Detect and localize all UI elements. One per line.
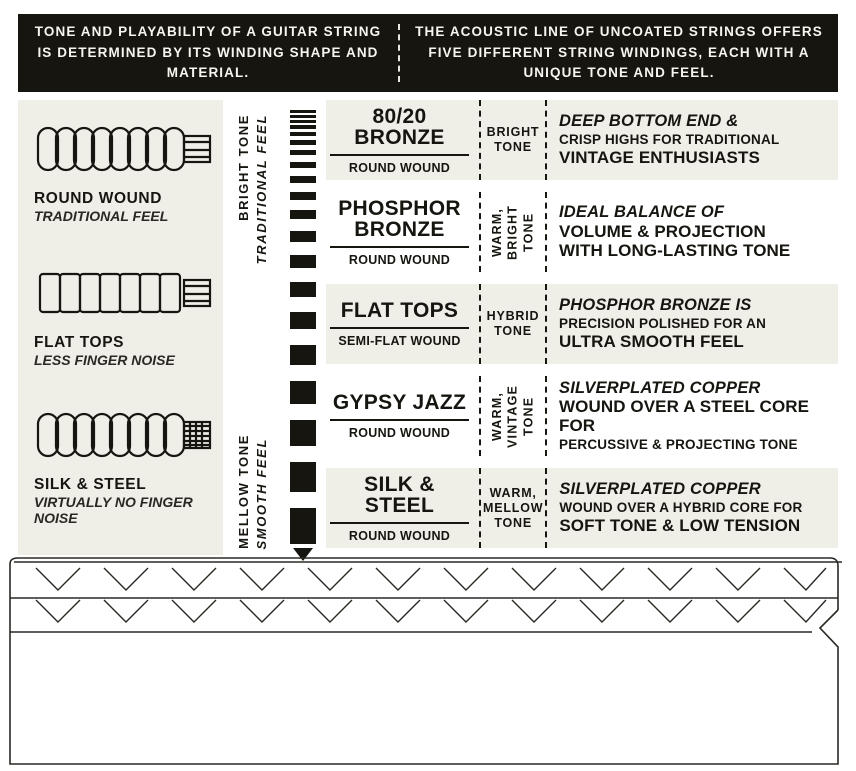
tick <box>290 140 316 145</box>
table-row <box>326 192 838 272</box>
row-tone-cell <box>481 284 547 364</box>
row-desc-small: WOUND OVER A HYBRID CORE FOR <box>559 500 803 516</box>
table-row <box>326 376 838 456</box>
header-left-text: TONE AND PLAYABILITY OF A GUITAR STRING IS DETERMINED BY ITS WINDING SHAPE AND MATERIAL. <box>34 23 382 81</box>
row-wound-type: SEMI-FLAT WOUND <box>330 327 469 348</box>
tick <box>290 420 316 446</box>
diagram-body <box>18 100 838 560</box>
row-name-cell <box>326 468 481 548</box>
row-desc-emphasis: SILVERPLATED COPPER <box>559 378 761 397</box>
row-description-cell <box>547 376 838 456</box>
row-desc-large-line1: VOLUME & PROJECTION <box>559 221 766 241</box>
row-description-cell <box>547 192 838 272</box>
row-tone-label: WARM, VINTAGE TONE <box>489 384 535 448</box>
header-divider <box>398 24 400 82</box>
tick <box>290 115 316 118</box>
scale-label-traditional-feel: TRADITIONAL FEEL <box>254 114 269 265</box>
header-right-text: THE ACOUSTIC LINE OF UNCOATED STRINGS OFFERS FIVE DIFFERENT STRING WINDINGS, EACH WITH A UNIQUE TONE AND FEEL. <box>415 23 823 81</box>
row-tone-cell <box>481 192 547 272</box>
tick <box>290 176 316 183</box>
row-desc-large-line2: WITH LONG-LASTING TONE <box>559 241 791 261</box>
tick <box>290 125 316 129</box>
row-name-cell <box>326 100 481 180</box>
scale-label-smooth-feel: SMOOTH FEEL <box>254 437 269 549</box>
tone-scale-labels <box>234 100 278 555</box>
string-type-subtitle: VIRTUALLY NO FINGER NOISE <box>34 494 193 527</box>
table-row <box>326 100 838 180</box>
tick <box>290 282 316 297</box>
row-wound-type: ROUND WOUND <box>330 154 469 175</box>
tick <box>290 255 316 268</box>
tick <box>290 381 316 404</box>
row-desc-large-line2: PERCUSSIVE & PROJECTING TONE <box>559 437 798 453</box>
tick <box>290 312 316 329</box>
row-desc-large: SOFT TONE & LOW TENSION <box>559 516 801 536</box>
string-type-title: ROUND WOUND <box>34 190 163 207</box>
tick <box>290 508 316 544</box>
string-type-subtitle: TRADITIONAL FEEL <box>34 208 169 224</box>
string-types-panel <box>18 100 223 555</box>
row-desc-small: PRECISION POLISHED FOR AN <box>559 316 767 332</box>
string-type-subtitle: LESS FINGER NOISE <box>34 352 175 368</box>
row-title: FLAT TOPS <box>340 299 459 322</box>
silk-and-steel-string-icon <box>34 400 214 470</box>
scale-label-bright-tone: BRIGHT TONE <box>236 114 251 221</box>
flat-top-string-icon <box>34 258 214 328</box>
row-title: PHOSPHOR BRONZE <box>338 196 461 241</box>
row-name-cell <box>326 192 481 272</box>
row-desc-emphasis: PHOSPHOR BRONZE IS <box>559 295 752 314</box>
tick <box>290 120 316 123</box>
row-wound-type: ROUND WOUND <box>330 522 469 543</box>
row-description-cell <box>547 284 838 364</box>
row-title: GYPSY JAZZ <box>332 391 467 414</box>
row-title: SILK & STEEL <box>364 472 435 517</box>
tick <box>290 110 316 113</box>
row-description-cell <box>547 100 838 180</box>
tick <box>290 462 316 492</box>
row-desc-emphasis: IDEAL BALANCE OF <box>559 203 725 222</box>
row-title: 80/20 BRONZE <box>354 104 445 149</box>
string-type-silk-and-steel <box>34 400 214 526</box>
scale-label-mellow-tone: MELLOW TONE <box>236 434 251 549</box>
row-desc-large-line1: WOUND OVER A STEEL CORE FOR <box>559 397 810 435</box>
row-tone-cell <box>481 100 547 180</box>
row-tone-label: WARM, BRIGHT TONE <box>489 204 535 260</box>
row-desc-large: ULTRA SMOOTH FEEL <box>559 332 744 352</box>
tick <box>290 162 316 168</box>
table-row <box>326 468 838 548</box>
row-description-cell <box>547 468 838 548</box>
row-tone-label: WARM, MELLOW TONE <box>483 485 544 530</box>
row-desc-small: CRISP HIGHS FOR TRADITIONAL <box>559 132 780 148</box>
tone-gradient-bar <box>290 110 316 550</box>
tick <box>290 150 316 155</box>
tick <box>290 231 316 242</box>
row-wound-type: ROUND WOUND <box>330 419 469 440</box>
string-type-title: FLAT TOPS <box>34 334 125 351</box>
row-tone-label: HYBRID TONE <box>486 309 540 338</box>
row-wound-type: ROUND WOUND <box>330 246 469 267</box>
header-left <box>18 14 398 92</box>
tick <box>290 345 316 365</box>
header-right <box>400 14 838 92</box>
tick <box>290 132 316 136</box>
tick <box>290 192 316 200</box>
row-name-cell <box>326 284 481 364</box>
row-tone-cell <box>481 376 547 456</box>
string-winding-rows <box>326 100 838 560</box>
string-type-title: SILK & STEEL <box>34 476 147 493</box>
row-tone-label: BRIGHT TONE <box>486 125 540 154</box>
row-name-cell <box>326 376 481 456</box>
row-tone-cell <box>481 468 547 548</box>
row-desc-emphasis: SILVERPLATED COPPER <box>559 479 761 498</box>
package-outline-decoration <box>0 552 856 771</box>
string-type-round-wound <box>34 114 214 224</box>
tick <box>290 210 316 219</box>
header-banner <box>18 14 838 92</box>
row-desc-emphasis: DEEP BOTTOM END & <box>559 111 739 130</box>
table-row <box>326 284 838 364</box>
round-wound-string-icon <box>34 114 214 184</box>
string-type-flat-tops <box>34 258 214 368</box>
row-desc-large: VINTAGE ENTHUSIASTS <box>559 148 760 168</box>
